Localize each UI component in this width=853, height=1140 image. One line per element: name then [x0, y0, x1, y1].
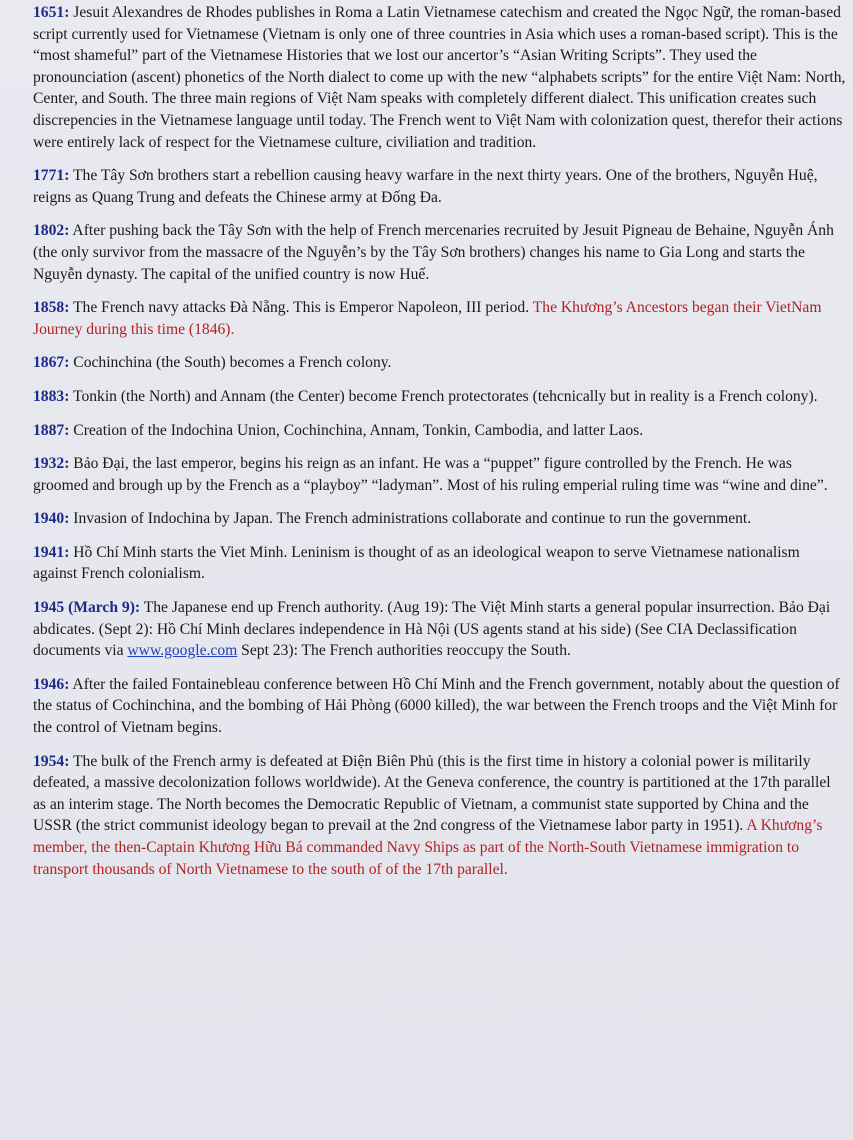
timeline-entry-1867	[33, 352, 847, 374]
entry-text: Bảo Đại, the last emperor, begins his reign as an infant. He was a “puppet” figure controlled by the French. He was groomed and brough up by the French as a “playboy” “ladyman”. Most of his ruling emperial ruling time was “wine and dine”.	[33, 455, 828, 494]
entry-text-continued: Sept 23): The French authorities reoccupy the South.	[237, 642, 571, 660]
entry-text: Tonkin (the North) and Annam (the Center) become French protectorates (tehcnically but in reality is a French colony).	[69, 387, 818, 405]
entry-text: The Japanese end up French authority. (Aug 19): The Việt Minh starts a general popular insurrection. Bảo Đại abdicates. (Sept 2): Hồ Chí Minh declares independence in Hà Nội (US agents stand at his side) (See CIA Declassification documents via	[33, 599, 831, 660]
entry-text: The bulk of the French army is defeated at Điện Biên Phủ (this is the first time in history a colonial power is militarily defeated, a massive decolonization follows worldwide). At the Geneva conference, the country is partitioned at the 17th parallel as an interim stage. The North becomes the Democratic Republic of Vietnam, a communist state supported by China and the USSR (the strict communist ideology began to prevail at the 2nd congress of the Vietnamese labor party in 1951).	[33, 752, 831, 835]
timeline-entry-1802	[33, 220, 847, 285]
google-link[interactable]: www.google.com	[127, 642, 238, 660]
entry-text: After pushing back the Tây Sơn with the help of French mercenaries recruited by Jesuit Pigneau de Behaine, Nguyễn Ánh (the only survivor from the massacre of the Nguyễn’s by the Tây Sơn brothers) changes his name to Gia Long and starts the Nguyễn dynasty. The capital of the unified country is now Huế.	[33, 222, 834, 283]
entry-year: 1940:	[33, 510, 70, 528]
entry-year: 1771:	[33, 167, 70, 185]
entry-text: After the failed Fontainebleau conference between Hồ Chí Minh and the French government, notably about the question of the status of Cochinchina, and the bombing of Hải Phòng (6000 killed), the war between the French troops and the Việt Minh for the control of Vietnam begins.	[33, 675, 840, 737]
family-highlight-text: The Khương’s Ancestors began their VietNam Journey during this time (1846).	[33, 299, 822, 338]
timeline-entry-1651	[33, 2, 847, 153]
timeline-entry-1945	[33, 597, 847, 662]
entry-year: 1945 (March 9):	[33, 599, 141, 617]
entry-year: 1954:	[33, 752, 70, 770]
entry-text: Cochinchina (the South) becomes a French colony.	[69, 354, 392, 372]
entry-text: Creation of the Indochina Union, Cochinchina, Annam, Tonkin, Cambodia, and latter Laos.	[69, 421, 644, 439]
entry-text: Jesuit Alexandres de Rhodes publishes in Roma a Latin Vietnamese catechism and created the Ngọc Ngữ, the roman-based script currently used for Vietnamese (Vietnam is only one of three countries in Asia which uses a roman-based script). This is the “most shameful” part of the Vietnamese Histories that we lost our ancertor’s “Asian Writing Scripts”. They used the pronounciation (ascent) phonetics of the North dialect to come up with the new “alphabets scripts” for the entire Việt Nam: North, Center, and South. The three main regions of Việt Nam speaks with completely different dialect. This unification creates such discrepencies in the Vietnamese language until today. The French went to Việt Nam with colonization quest, therefor their actions were entirely lack of respect for the Vietnamese culture, civiliation and tradition.	[33, 4, 846, 151]
entry-year: 1883:	[33, 387, 70, 405]
entry-year: 1867:	[33, 354, 70, 372]
entry-year: 1946:	[33, 675, 70, 693]
timeline-entry-1771	[33, 165, 847, 208]
timeline-entry-1946	[33, 674, 847, 739]
entry-year: 1932:	[33, 455, 70, 473]
timeline-entry-1887	[33, 420, 847, 442]
timeline-entry-1954	[33, 751, 847, 881]
entry-text: Invasion of Indochina by Japan. The French administrations collaborate and continue to run the government.	[69, 510, 752, 528]
entry-text: The French navy attacks Đà Nẵng. This is Emperor Napoleon, III period.	[69, 299, 533, 317]
family-highlight-text: A Khương’s member, the then-Captain Khương Hữu Bá commanded Navy Ships as part of the North-South Vietnamese immigration to transport thousands of North Vietnamese to the south of of the 17th parallel.	[33, 817, 823, 878]
entry-text: The Tây Sơn brothers start a rebellion causing heavy warfare in the next thirty years. One of the brothers, Nguyễn Huệ, reigns as Quang Trung and defeats the Chinese army at Đống Đa.	[33, 167, 818, 206]
timeline-entry-1941	[33, 542, 847, 585]
entry-text: Hồ Chí Minh starts the Viet Minh. Leninism is thought of as an ideological weapon to serve Vietnamese nationalism against French colonialism.	[33, 543, 800, 583]
timeline-entry-1883	[33, 386, 847, 408]
entry-year: 1651:	[33, 4, 70, 21]
entry-year: 1941:	[33, 543, 70, 561]
timeline-entry-1932	[33, 453, 847, 496]
timeline-entry-1858	[33, 297, 847, 340]
entry-year: 1858:	[33, 299, 70, 317]
timeline-entry-1940	[33, 508, 847, 530]
entry-year: 1887:	[33, 421, 70, 439]
entry-year: 1802:	[33, 222, 70, 240]
